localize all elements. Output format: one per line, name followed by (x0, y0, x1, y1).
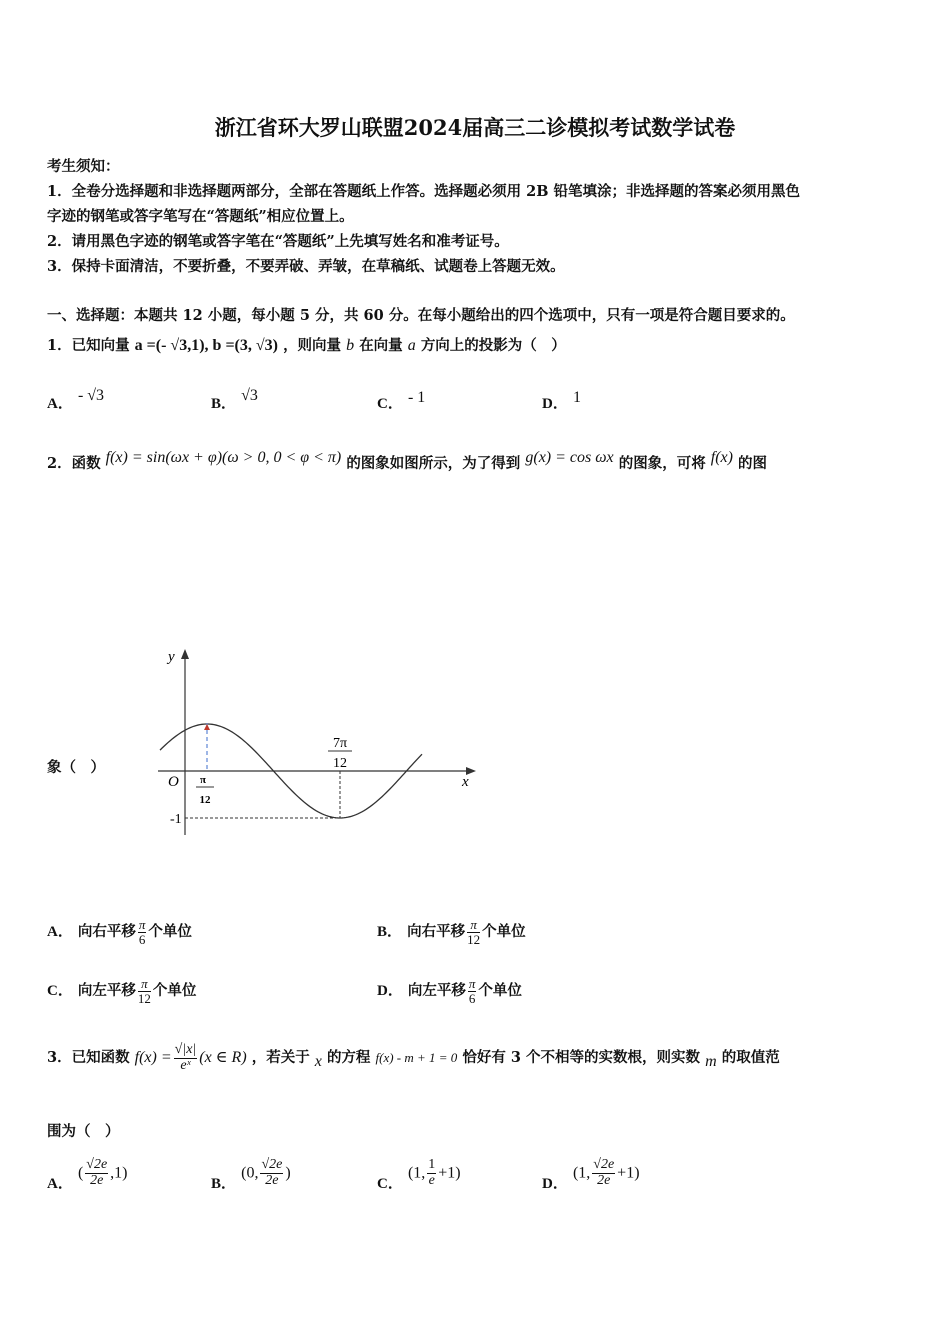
y-tick-label: -1 (170, 812, 182, 827)
tick-right-den: 12 (333, 756, 347, 771)
question-3: 3．已知函数 f(x) = $\frac{√|x|}{\text{eˣ}}$ (x ∈ R) ，若关于 x 的方程 f(x) - m + 1 = 0 恰好有 3 个不相等的实数根，则实数 m 的取值范 (47, 1042, 780, 1073)
q3-option-b[interactable]: B． (0, $\frac{√2e}{2e}$ ) (211, 1157, 291, 1192)
q3-continuation: 围为（ ） (47, 1123, 120, 1140)
q2-option-a[interactable]: A． 向右平移 $\frac{\pi}{6}$ 个单位 (47, 917, 192, 947)
q1-mid2: 在向量 (359, 337, 403, 354)
q1-b: b (346, 337, 355, 354)
q2-suffix: 的图 (738, 455, 768, 472)
q3-prefix: 3．已知函数 (47, 1049, 130, 1067)
q2-mid2: 的图象，可将 (618, 455, 706, 472)
q1-suffix: 方向上的投影为（ ） (420, 337, 566, 354)
question-2 (47, 449, 768, 473)
x-label: x (462, 774, 469, 790)
notice-item-3: 3．保持卡面清洁，不要折叠，不要弄破、弄皱，在草稿纸、试题卷上答题无效。 (47, 258, 565, 275)
q3-equation: f(x) - m + 1 = 0 (375, 1050, 458, 1066)
q2-gx: g(x) = cos ωx (525, 449, 614, 466)
q3-option-d[interactable]: D． (1, $\frac{√2e}{2e}$ +1) (542, 1157, 640, 1192)
q2-prefix: 2．函数 (47, 455, 101, 472)
q1-option-c-value: - 1 (407, 389, 426, 406)
q2-option-b[interactable]: B． 向右平移 $\frac{\pi}{12}$ 个单位 (377, 917, 526, 947)
q3-option-a[interactable]: A． ( $\frac{√2e}{2e}$ ,1) (47, 1157, 128, 1192)
page-title: 浙江省环大罗山联盟2024届高三二诊模拟考试数学试卷 (214, 115, 736, 140)
q2-mid: 的图象如图所示，为了得到 (346, 455, 521, 472)
q2-option-c[interactable]: C． 向左平移 $\frac{\pi}{12}$ 个单位 (47, 976, 197, 1006)
y-axis-arrow (181, 649, 189, 659)
tick-left-num: π (199, 774, 207, 786)
sine-graph (150, 645, 485, 845)
q1-option-a-value: - √3 (77, 387, 105, 404)
q1-vectors: a =(- √3,1), b =(3, √3) (134, 337, 278, 354)
notice-heading: 考生须知： (47, 158, 120, 175)
notice-item-2: 2．请用黑色字迹的钢笔或答字笔在“答题纸”上先填写姓名和准考证号。 (47, 233, 509, 250)
q1-a: a (407, 337, 416, 354)
q1-option-b[interactable]: B． √3 (211, 387, 258, 412)
q1-option-b-value: √3 (241, 387, 258, 404)
q1-option-a[interactable]: A． - √3 (47, 387, 105, 412)
q2-continuation: 象（ ） (47, 759, 105, 776)
y-label: y (168, 649, 175, 665)
notice-item-1-line-2: 字迹的钢笔或答字笔写在“答题纸”相应位置上。 (47, 208, 354, 225)
origin-label: O (168, 774, 179, 790)
q2-fx2: f(x) (710, 449, 733, 466)
section-heading: 一、选择题：本题共 12 小题，每小题 5 分，共 60 分。在每小题给出的四个选项中，只有一项是符合题目要求的。 (47, 307, 795, 324)
question-1 (47, 334, 566, 355)
q3-option-c[interactable]: C． (1, $\frac{1}{e}$ +1) (377, 1157, 461, 1192)
q1-prefix: 1．已知向量 (47, 337, 130, 354)
q3-fx-frac: $\frac{√|x|}{\text{eˣ}}$ (174, 1042, 197, 1073)
tick-right-num: 7π (332, 736, 348, 751)
q2-option-d[interactable]: D． 向左平移 $\frac{\pi}{6}$ 个单位 (377, 976, 522, 1006)
tick-left-den: 12 (199, 794, 211, 806)
q1-option-c[interactable]: C． - 1 (377, 389, 426, 412)
q2-fx: f(x) = sin(ωx + φ)(ω > 0, 0 < φ < π) (105, 449, 342, 466)
q1-option-d[interactable]: D． 1 (542, 389, 581, 412)
max-marker (204, 724, 210, 730)
q1-mid: ，则向量 (283, 337, 342, 354)
q1-option-d-value: 1 (572, 389, 581, 406)
notice-item-1-line-1: 1．全卷分选择题和非选择题两部分，全部在答题纸上作答。选择题必须用 2B 铅笔填涂；非选择题的答案必须用黑色 (47, 183, 801, 200)
